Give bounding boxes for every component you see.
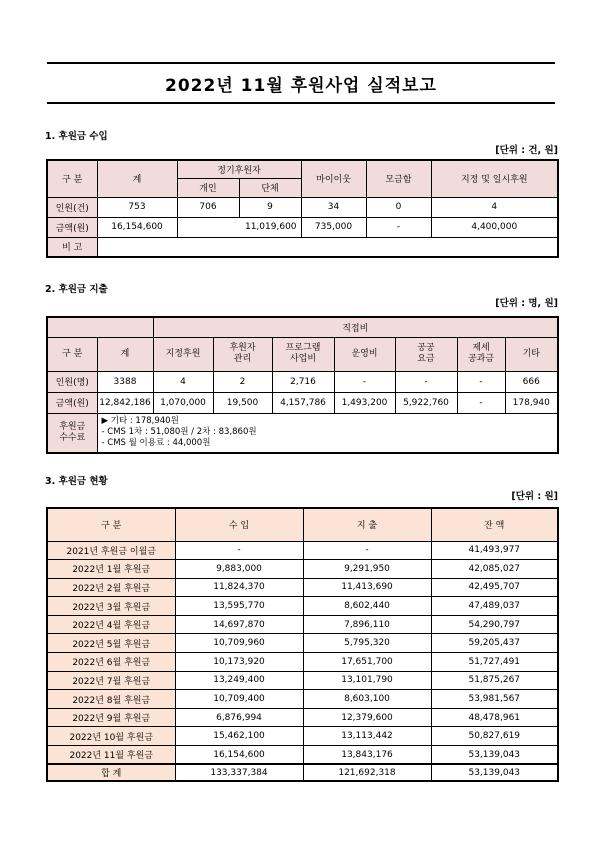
status-row-income: 13,249,400	[175, 671, 303, 690]
status-row-label: 2022년 1월 후원금	[47, 560, 175, 579]
expense-amount-operating: 1,493,200	[334, 392, 395, 413]
section3-unit: [단위 : 원]	[511, 491, 558, 502]
expense-header-category: 구 분	[47, 337, 97, 371]
status-row-balance: 42,495,707	[431, 578, 558, 597]
status-row-label: 2022년 4월 후원금	[47, 615, 175, 634]
status-row-label: 2022년 6월 후원금	[47, 653, 175, 672]
expense-amount-program: 4,157,786	[272, 392, 334, 413]
table-row	[47, 653, 558, 672]
status-header-category: 구 분	[47, 508, 175, 541]
table-row	[47, 746, 558, 765]
status-header-income: 수 입	[175, 508, 303, 541]
section3-heading: 3. 후원금 현황	[45, 476, 108, 487]
expense-fee-label-2: 수수료	[59, 432, 86, 443]
income-count-group: 9	[239, 197, 301, 217]
status-row-income: 16,154,600	[175, 746, 303, 765]
expense-header-operating: 운영비	[334, 337, 395, 371]
income-header-fundbox: 모금함	[366, 160, 431, 197]
status-row-label: 2022년 10월 후원금	[47, 727, 175, 746]
expense-count-total: 3388	[97, 371, 153, 392]
income-table	[46, 159, 559, 258]
expense-header-program	[272, 337, 334, 371]
expense-header-tax-2: 공과금	[467, 354, 495, 364]
status-row-label: 2021년 후원금 이월금	[47, 541, 175, 560]
status-row-income: 9,883,000	[175, 560, 303, 579]
income-header-total: 계	[97, 160, 177, 197]
status-row-balance: 59,205,437	[431, 634, 558, 653]
expense-amount-total: 12,842,186	[97, 392, 153, 413]
income-amount-fundbox: -	[366, 217, 431, 237]
status-row-expense: -	[303, 541, 431, 560]
report-title: 2022년 11월 후원사업 실적보고	[165, 75, 437, 96]
status-row-income: 14,697,870	[175, 615, 303, 634]
status-header-expense: 지 출	[303, 508, 431, 541]
status-total-label: 합 계	[47, 764, 175, 781]
status-row-expense: 13,843,176	[303, 746, 431, 765]
income-header-category: 구 분	[47, 160, 97, 197]
table-row	[47, 727, 558, 746]
expense-fee-line2: - CMS 1차 : 51,080원 / 2차 : 83,860원	[101, 427, 257, 438]
status-row-balance: 41,493,977	[431, 541, 558, 560]
status-row-expense: 5,795,320	[303, 634, 431, 653]
status-row-income: 13,595,770	[175, 597, 303, 616]
expense-amount-utility: 5,922,760	[395, 392, 457, 413]
status-row-balance: 53,981,567	[431, 690, 558, 709]
expense-fee-label	[47, 413, 97, 453]
expense-amount-other: 178,940	[505, 392, 558, 413]
status-row-expense: 12,379,600	[303, 708, 431, 727]
expense-fee-line3: - CMS 월 이용료 : 44,000원	[101, 438, 211, 449]
expense-fee-line1: ▶ 기타 : 178,940원	[101, 416, 179, 427]
status-row-income: 10,709,960	[175, 634, 303, 653]
status-row-income: 10,709,400	[175, 690, 303, 709]
report-title-box	[47, 62, 555, 104]
expense-count-designated: 4	[153, 371, 213, 392]
status-row-expense: 8,603,100	[303, 690, 431, 709]
status-row-income: 10,173,920	[175, 653, 303, 672]
table-row	[47, 541, 558, 560]
table-row	[47, 560, 558, 579]
expense-count-utility: -	[395, 371, 457, 392]
status-row-label: 2022년 11월 후원금	[47, 746, 175, 765]
income-note-value	[97, 237, 558, 257]
status-row-balance: 42,085,027	[431, 560, 558, 579]
status-row-label: 2022년 8월 후원금	[47, 690, 175, 709]
table-row	[47, 615, 558, 634]
section2-heading: 2. 후원금 지출	[45, 284, 108, 295]
table-row	[47, 708, 558, 727]
table-row	[47, 597, 558, 616]
expense-header-utility-2: 요금	[417, 354, 435, 364]
status-row-balance: 54,290,797	[431, 615, 558, 634]
section1-unit: [단위 : 건, 원]	[495, 145, 558, 156]
expense-header-sponsor-mgmt	[213, 337, 272, 371]
status-header-balance: 잔 액	[431, 508, 558, 541]
status-row-label: 2022년 9월 후원금	[47, 708, 175, 727]
expense-header-designated: 지정후원	[153, 337, 213, 371]
status-row-income: 11,824,370	[175, 578, 303, 597]
expense-header-program-2: 사업비	[289, 354, 317, 364]
status-row-balance: 51,875,267	[431, 671, 558, 690]
expense-header-direct: 직접비	[153, 317, 558, 337]
income-header-myeasy: 마이이웃	[301, 160, 366, 197]
income-row-note-label: 비 고	[47, 237, 97, 257]
expense-table	[46, 316, 559, 454]
expense-header-program-1: 프로그램	[285, 343, 321, 353]
expense-header-tax	[457, 337, 505, 371]
status-row-income: 6,876,994	[175, 708, 303, 727]
income-count-individual: 706	[177, 197, 239, 217]
status-row-expense: 11,413,690	[303, 578, 431, 597]
income-amount-designated: 4,400,000	[431, 217, 558, 237]
expense-count-program: 2,716	[272, 371, 334, 392]
income-count-fundbox: 0	[366, 197, 431, 217]
status-row-expense: 13,113,442	[303, 727, 431, 746]
income-count-designated: 4	[431, 197, 558, 217]
status-row-expense: 13,101,790	[303, 671, 431, 690]
status-row-income: 15,462,100	[175, 727, 303, 746]
expense-header-total: 계	[97, 337, 153, 371]
expense-count-operating: -	[334, 371, 395, 392]
expense-header-sponsor-mgmt-1: 후원자	[229, 343, 256, 353]
income-count-total: 753	[97, 197, 177, 217]
status-row-balance: 48,478,961	[431, 708, 558, 727]
income-amount-total: 16,154,600	[97, 217, 177, 237]
expense-row-amount-label: 금액(원)	[47, 392, 97, 413]
expense-count-tax: -	[457, 371, 505, 392]
table-row	[47, 690, 558, 709]
expense-header-utility	[395, 337, 457, 371]
status-row-balance: 47,489,037	[431, 597, 558, 616]
status-row-expense: 9,291,950	[303, 560, 431, 579]
income-count-myeasy: 34	[301, 197, 366, 217]
expense-row-count-label: 인원(명)	[47, 371, 97, 392]
status-total-income: 133,337,384	[175, 764, 303, 781]
status-row-balance: 50,827,619	[431, 727, 558, 746]
expense-amount-designated: 1,070,000	[153, 392, 213, 413]
income-header-regular: 정기후원자	[177, 160, 301, 178]
expense-header-blank	[47, 317, 153, 337]
status-row-balance: 51,727,491	[431, 653, 558, 672]
status-row-label: 2022년 2월 후원금	[47, 578, 175, 597]
income-row-count-label: 인원(건)	[47, 197, 97, 217]
status-row-income: -	[175, 541, 303, 560]
table-row	[47, 671, 558, 690]
income-amount-myeasy: 735,000	[301, 217, 366, 237]
status-row-label: 2022년 7월 후원금	[47, 671, 175, 690]
expense-amount-tax: -	[457, 392, 505, 413]
expense-header-sponsor-mgmt-2: 관리	[233, 354, 252, 364]
status-total-balance: 53,139,043	[431, 764, 558, 781]
income-amount-regular: 11,019,600	[177, 217, 301, 237]
status-row-expense: 17,651,700	[303, 653, 431, 672]
income-header-designated: 지정 및 일시후원	[431, 160, 558, 197]
status-row-balance: 53,139,043	[431, 746, 558, 765]
expense-fee-label-1: 후원금	[59, 421, 86, 432]
income-row-amount-label: 금액(원)	[47, 217, 97, 237]
expense-fee-detail	[97, 413, 558, 453]
status-row-label: 2022년 3월 후원금	[47, 597, 175, 616]
section1-heading: 1. 후원금 수입	[45, 131, 108, 142]
expense-header-tax-1: 제세	[472, 343, 490, 353]
table-row	[47, 578, 558, 597]
expense-header-utility-1: 공공	[417, 343, 435, 353]
expense-count-sponsor-mgmt: 2	[213, 371, 272, 392]
status-row-expense: 7,896,110	[303, 615, 431, 634]
expense-header-other: 기타	[505, 337, 558, 371]
table-row	[47, 634, 558, 653]
expense-count-other: 666	[505, 371, 558, 392]
status-row-expense: 8,602,440	[303, 597, 431, 616]
expense-amount-sponsor-mgmt: 19,500	[213, 392, 272, 413]
status-total-expense: 121,692,318	[303, 764, 431, 781]
income-header-individual: 개인	[177, 178, 239, 197]
status-row-label: 2022년 5월 후원금	[47, 634, 175, 653]
income-header-group: 단체	[239, 178, 301, 197]
status-table	[46, 507, 559, 782]
section2-unit: [단위 : 명, 원]	[495, 298, 558, 309]
